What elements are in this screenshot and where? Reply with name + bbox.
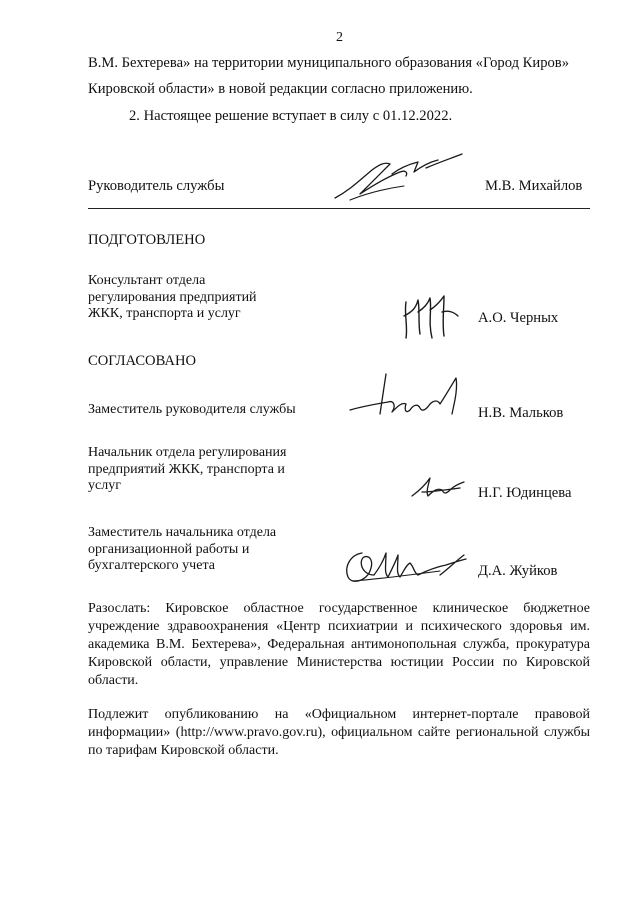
agreed-role-line: бухгалтерского учета xyxy=(88,558,215,573)
prepared-role xyxy=(88,273,348,323)
agreed-person-3-signature xyxy=(340,545,480,590)
distribution-paragraph: Разослать: Кировское областное государственное клиническое бюджетное учреждение здравоохранения «Центр психиатрии и психического здоровья им. академика В.М. Бехтерева», Федеральная антимонопольная служба, прокуратура Кировской области, управление Министерства юстиции России по Кировской области. xyxy=(88,601,590,688)
agreed-role-line: Заместитель начальника отдела xyxy=(88,525,277,540)
publication-paragraph: Подлежит опубликованию на «Официальном интернет-портале правовой информации» (http://www.pravo.gov.ru), официальном сайте региональной службы по тарифам Кировской области. xyxy=(88,707,590,758)
separator-line xyxy=(88,208,590,209)
prepared-role-line: ЖКК, транспорта и услуг xyxy=(88,306,241,321)
head-name: М.В. Михайлов xyxy=(485,178,583,194)
agreed-person-2-signature xyxy=(408,472,470,502)
prepared-heading: ПОДГОТОВЛЕНО xyxy=(88,232,206,248)
intro-line-2: Кировской области» в новой редакции согласно приложению. xyxy=(88,81,473,97)
intro-line-1: В.М. Бехтерева» на территории муниципального образования «Город Киров» xyxy=(88,55,569,71)
agreed-person-1-name: Н.В. Мальков xyxy=(478,405,564,421)
agreed-role-line: организационной работы и xyxy=(88,541,250,557)
agreed-role-line: Начальник отдела регулирования xyxy=(88,445,287,460)
agreed-heading: СОГЛАСОВАНО xyxy=(88,353,197,369)
agreed-person-3-name: Д.А. Жуйков xyxy=(478,563,558,579)
prepared-role-line: регулирования предприятий xyxy=(88,289,257,305)
prepared-name: А.О. Черных xyxy=(478,310,559,326)
page-number: 2 xyxy=(336,30,343,45)
agreed-person-1-role xyxy=(88,402,348,419)
prepared-role-line: Консультант отдела xyxy=(88,273,206,288)
agreed-person-2-role xyxy=(88,445,348,495)
prepared-signature xyxy=(398,292,468,348)
agreed-person-2-name: Н.Г. Юдинцева xyxy=(478,485,572,501)
agreed-role-line: Заместитель руководителя службы xyxy=(88,402,296,417)
agreed-person-1-signature xyxy=(340,370,470,430)
effective-date-item: 2. Настоящее решение вступает в силу с 01.12.2022. xyxy=(129,108,453,124)
agreed-person-3-role xyxy=(88,525,348,575)
head-signature xyxy=(330,150,470,205)
agreed-role-line: предприятий ЖКК, транспорта и xyxy=(88,461,285,477)
head-role: Руководитель службы xyxy=(88,178,225,194)
agreed-role-line: услуг xyxy=(88,478,121,493)
